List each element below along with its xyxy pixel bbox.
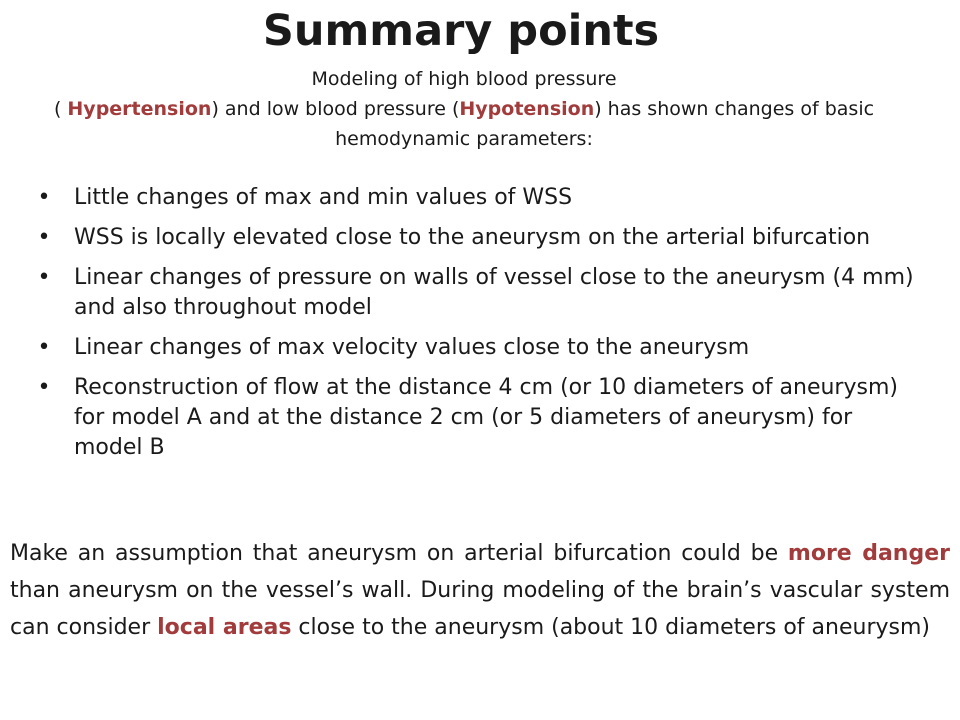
more-danger-highlight: more danger: [787, 541, 950, 566]
intro-line-1: Modeling of high blood pressure: [311, 68, 617, 90]
bullet-text: WSS is locally elevated close to the aneurysm on the arterial bifurcation: [74, 225, 871, 250]
hypertension-term: Hypertension: [67, 98, 212, 120]
bullet-item: [34, 333, 914, 363]
intro-open: (: [53, 98, 68, 120]
bullet-item: [34, 263, 914, 323]
bullet-text: Reconstruction of flow at the distance 4 cm (or 10 diameters of aneurysm) for model A and at the distance 2 cm (or 5 diameters of aneurysm) for model B: [74, 375, 898, 460]
bullet-icon: •: [37, 375, 51, 400]
bullet-icon: •: [37, 185, 51, 210]
bullet-text: Little changes of max and min values of WSS: [74, 185, 573, 210]
bullet-item: [34, 223, 914, 253]
local-areas-highlight: local areas: [157, 615, 292, 640]
bullet-text: Linear changes of pressure on walls of vessel close to the aneurysm (4 mm) and also throughout model: [74, 265, 914, 320]
bullet-icon: •: [37, 335, 51, 360]
conclusion-text-1: Make an assumption that aneurysm on arterial bifurcation could be: [10, 541, 788, 566]
conclusion-text-2: than aneurysm on the vessel’s wall. During modeling of the brain’s vascular system can consider: [10, 578, 950, 640]
bullet-list: [34, 183, 914, 473]
intro-end: ) has shown changes of basic hemodynamic parameters:: [335, 98, 875, 150]
bullet-item: [34, 373, 914, 463]
bullet-text: Linear changes of max velocity values close to the aneurysm: [74, 335, 750, 360]
bullet-icon: •: [37, 265, 51, 290]
intro-text: [14, 64, 914, 154]
slide-title: Summary points: [262, 6, 660, 56]
intro-line-2: [14, 94, 914, 154]
conclusion-paragraph: [10, 535, 950, 646]
bullet-icon: •: [37, 225, 51, 250]
hypotension-term: Hypotension: [459, 98, 595, 120]
intro-mid: ) and low blood pressure (: [211, 98, 460, 120]
bullet-item: [34, 183, 914, 213]
conclusion-text-3: close to the aneurysm (about 10 diameters of aneurysm): [291, 615, 930, 640]
